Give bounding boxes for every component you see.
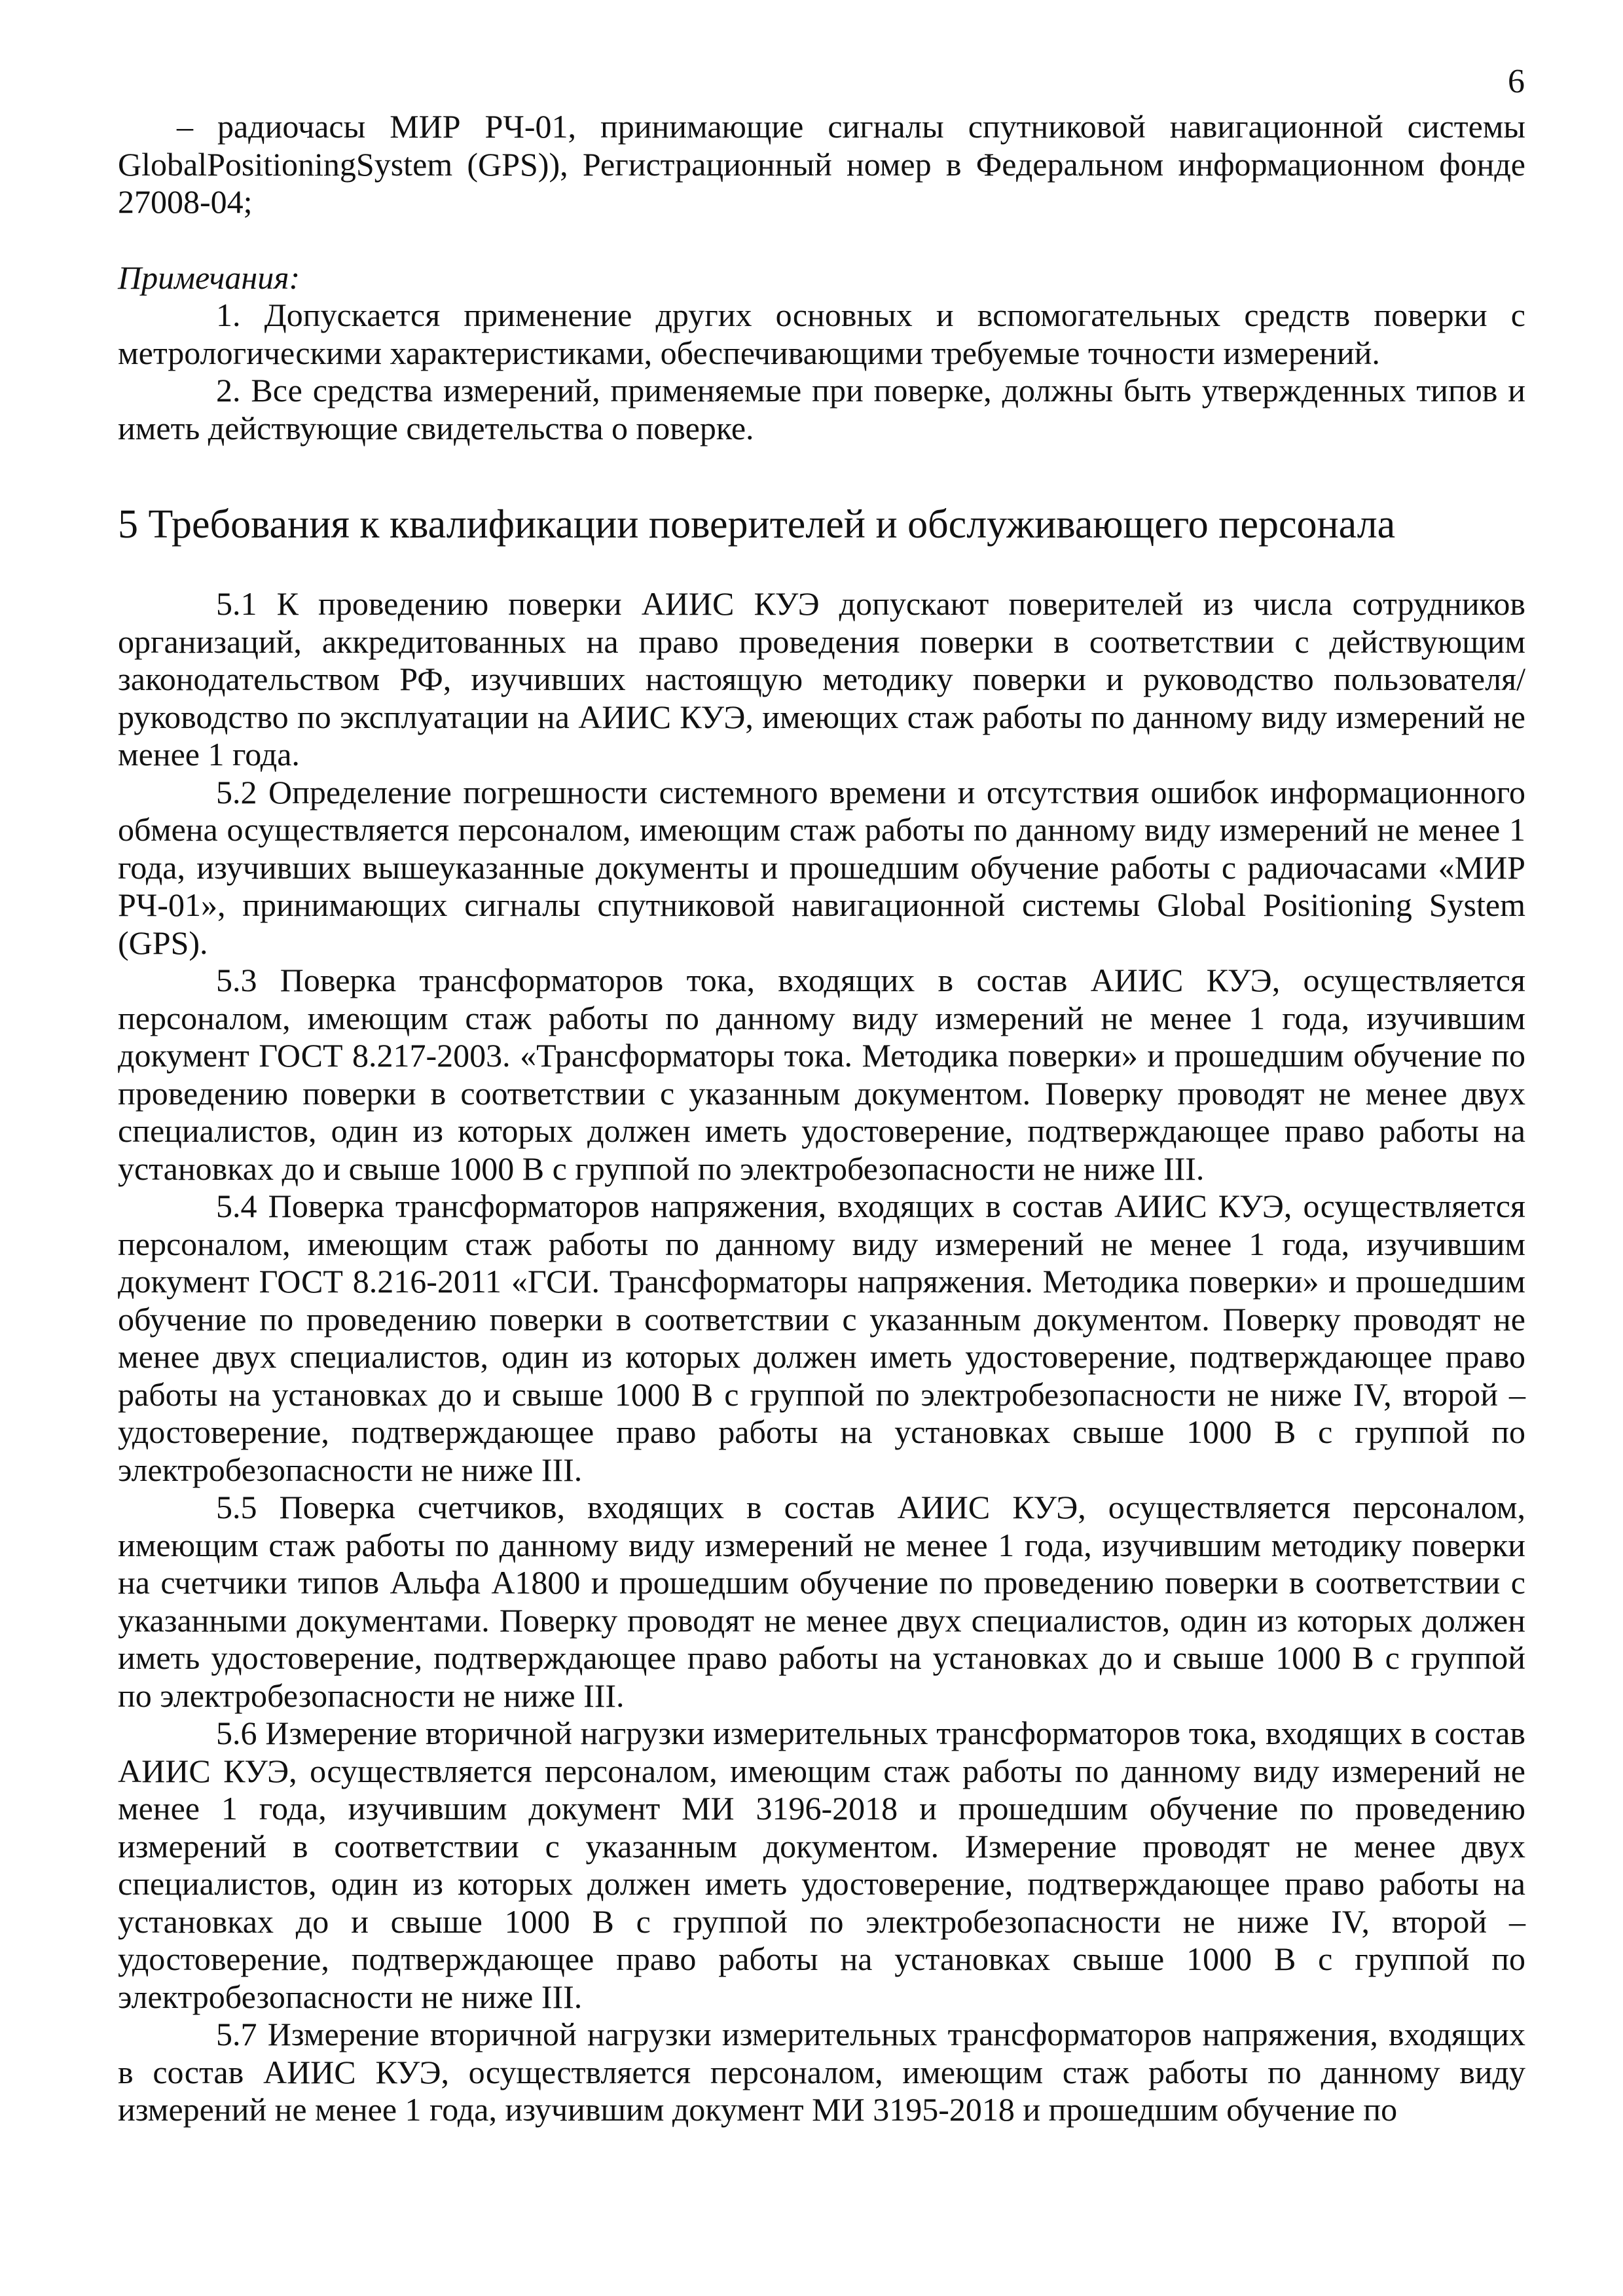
paragraph-5-4: 5.4 Поверка трансформаторов напряжения, входящих в состав АИИС КУЭ, осуществляется персоналом, имеющим стаж работы по данному виду измерений не менее 1 года, изучившим документ ГОСТ 8.216-2011 «ГСИ. Трансформаторы напряжения. Методика поверки» и прошедшим обучение по проведению поверки в соответствии с указанным документом. Поверку проводят не менее двух специалистов, один из которых должен иметь удостоверение, подтверждающее право работы на установках до и свыше 1000 В с группой по электробезопасности не ниже IV, второй – удостоверение, подтверждающее право работы на установках свыше 1000 В с группой по электробезопасности не ниже III.: [118, 1188, 1525, 1488]
spacer: [118, 549, 1525, 585]
page-number: 6: [1508, 63, 1525, 100]
note-item-1: 1. Допускается применение других основных и вспомогательных средств поверки с метрологическими характеристиками, обеспечивающими требуемые точности измерений.: [118, 297, 1525, 371]
page-content: [118, 108, 1525, 2129]
paragraph-5-7: 5.7 Измерение вторичной нагрузки измерительных трансформаторов напряжения, входящих в состав АИИС КУЭ, осуществляется персоналом, имеющим стаж работы по данному виду измерений не менее 1 года, изучившим документ МИ 3195-2018 и прошедшим обучение по: [118, 2016, 1525, 2128]
paragraph-5-3: 5.3 Поверка трансформаторов тока, входящих в состав АИИС КУЭ, осуществляется персоналом, имеющим стаж работы по данному виду измерений не менее 1 года, изучившим документ ГОСТ 8.217-2003. «Трансформаторы тока. Методика поверки» и прошедшим обучение по проведению поверки в соответствии с указанным документом. Поверку проводят не менее двух специалистов, один из которых должен иметь удостоверение, подтверждающее право работы на установках до и свыше 1000 В с группой по электробезопасности не ниже III.: [118, 962, 1525, 1187]
spacer: [118, 447, 1525, 500]
section-heading: 5 Требования к квалификации поверителей и обслуживающего персонала: [118, 502, 1396, 547]
paragraph-5-1: 5.1 К проведению поверки АИИС КУЭ допускают поверителей из числа сотрудников организаций, аккредитованных на право проведения поверки в соответствии с действующим законодательством РФ, изучивших настоящую методику поверки и руководство пользователя/руководство по эксплуатации на АИИС КУЭ, имеющих стаж работы по данному виду измерений не менее 1 года.: [118, 585, 1525, 773]
spacer: [118, 221, 1525, 259]
note-item-2: 2. Все средства измерений, применяемые при поверке, должны быть утвержденных типов и иметь действующие свидетельства о поверке.: [118, 372, 1525, 446]
paragraph-5-2: 5.2 Определение погрешности системного времени и отсутствия ошибок информационного обмена осуществляется персоналом, имеющим стаж работы по данному виду измерений не менее 1 года, изучивших вышеуказанные документы и прошедшим обучение работы с радиочасами «МИР РЧ-01», принимающих сигналы спутниковой навигационной системы Global Positioning System (GPS).: [118, 773, 1525, 961]
equipment-list-item: – радиочасы МИР РЧ-01, принимающие сигналы спутниковой навигационной системы GlobalPositioningSystem (GPS)), Регистрационный номер в Федеральном информационном фонде 27008-04;: [118, 108, 1525, 220]
paragraph-5-6: 5.6 Измерение вторичной нагрузки измерительных трансформаторов тока, входящих в состав АИИС КУЭ, осуществляется персоналом, имеющим стаж работы по данному виду измерений не менее 1 года, изучившим документ МИ 3196-2018 и прошедшим обучение по проведению измерений в соответствии с указанным документом. Измерение проводят не менее двух специалистов, один из которых должен иметь удостоверение, подтверждающее право работы на установках до и свыше 1000 В с группой по электробезопасности не ниже IV, второй – удостоверение, подтверждающее право работы на установках свыше 1000 В с группой по электробезопасности не ниже III.: [118, 1715, 1525, 2015]
paragraph-5-5: 5.5 Поверка счетчиков, входящих в состав АИИС КУЭ, осуществляется персоналом, имеющим стаж работы по данному виду измерений не менее 1 года, изучившим методику поверки на счетчики типов Альфа А1800 и прошедшим обучение по проведению поверки в соответствии с указанными документами. Поверку проводят не менее двух специалистов, один из которых должен иметь удостоверение, подтверждающее право работы на установках до и свыше 1000 В с группой по электробезопасности не ниже III.: [118, 1489, 1525, 1714]
notes-title: Примечания:: [118, 259, 301, 296]
